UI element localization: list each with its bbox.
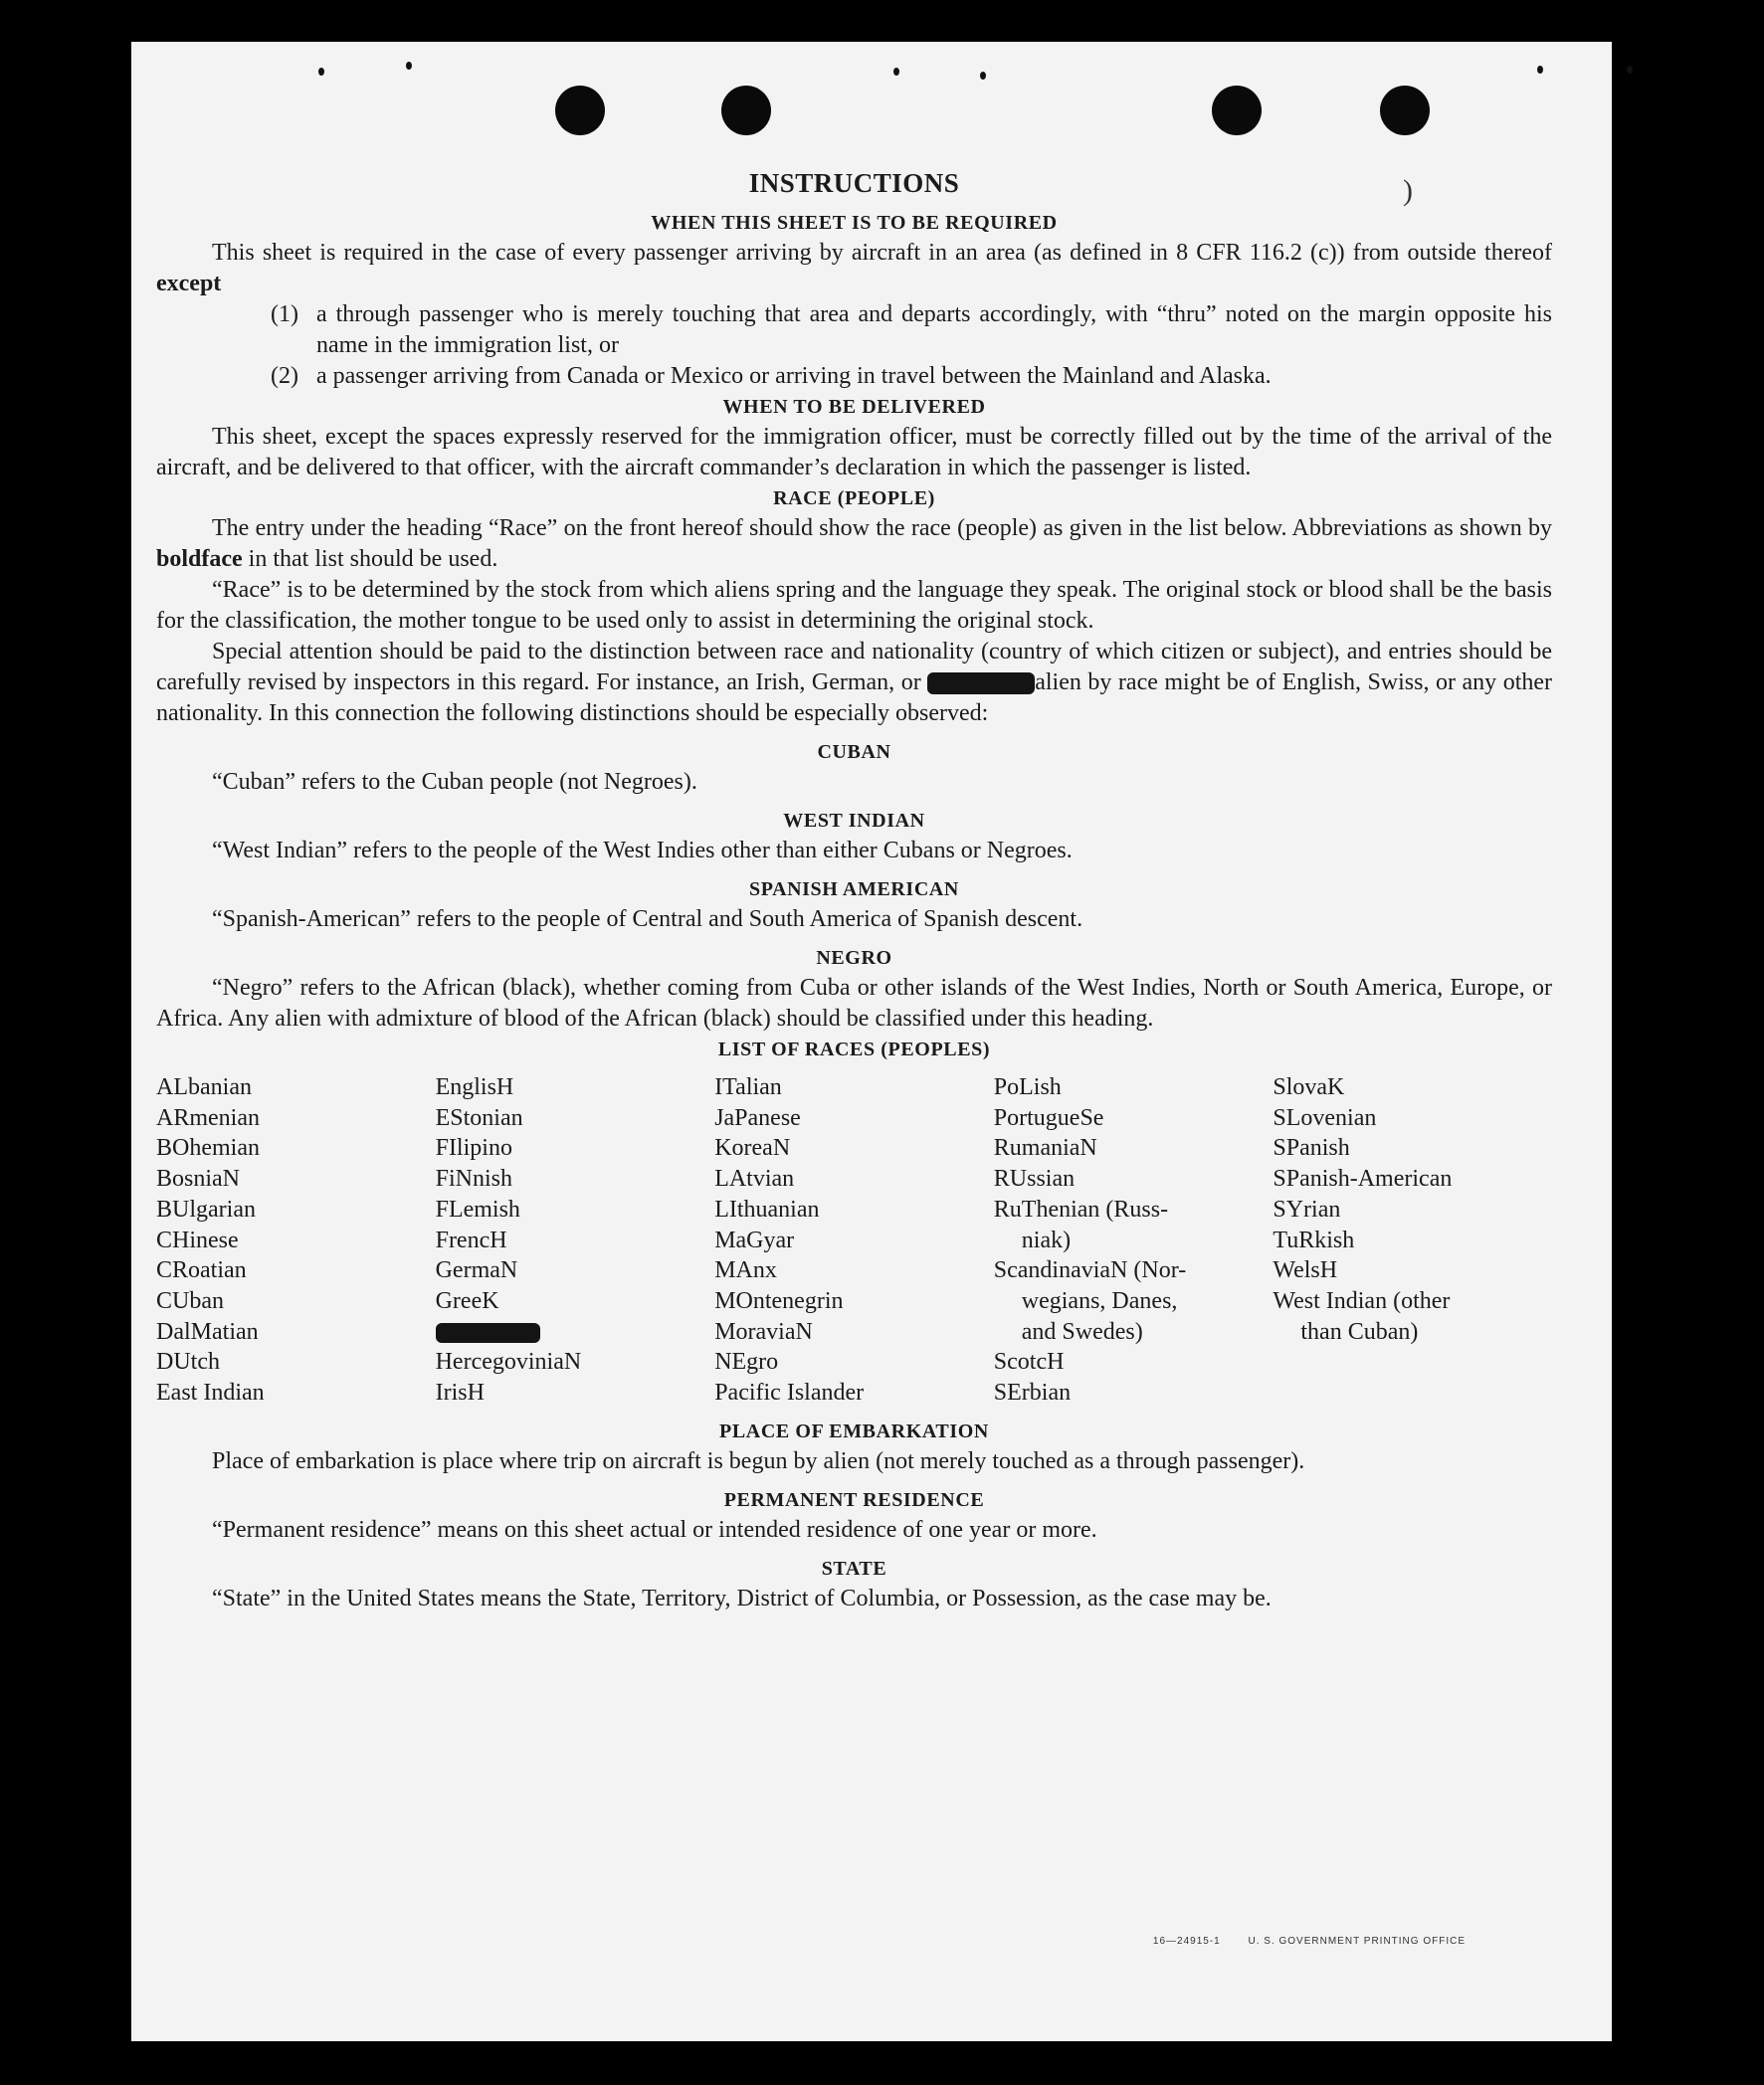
- race-entry: HercegoviniaN: [435, 1349, 582, 1376]
- race-entry: MAnx: [714, 1257, 777, 1284]
- race-entry: JaPanese: [714, 1104, 801, 1131]
- speck-mark: [980, 72, 986, 80]
- race-entry: ScandinaviaN (Nor-: [993, 1257, 1187, 1284]
- race-entry: ScotcH: [993, 1349, 1065, 1376]
- race-entry: CUban: [156, 1287, 224, 1314]
- speck-mark: [406, 62, 412, 70]
- race-column-5: [1273, 1072, 1552, 1409]
- race-entry-redacted: [436, 1317, 715, 1348]
- section-heading-cuban: CUBAN: [817, 741, 891, 763]
- race-entry: Pacific Islander: [714, 1380, 865, 1407]
- race-paragraph-1: The entry under the heading “Race” on the front hereof should show the race (people) as given in the list below. Abbreviations as shown by boldface in that list should be used.: [156, 515, 1552, 572]
- race-entry: BOhemian: [156, 1135, 260, 1162]
- race-entry: DalMatian: [156, 1318, 259, 1345]
- race-column-2: [436, 1072, 715, 1409]
- west-indian-text: “West Indian” refers to the people of the West Indies other than either Cubans or Negroes.: [212, 838, 1073, 863]
- race-entry: KoreaN: [714, 1135, 791, 1162]
- page-title: INSTRUCTIONS: [748, 168, 960, 198]
- race-entry: GermaN: [435, 1257, 518, 1284]
- race-entry: West Indian (other: [1273, 1287, 1451, 1314]
- race-entry: RumaniaN: [993, 1135, 1097, 1162]
- race-entry: EStonian: [435, 1104, 523, 1131]
- race-entry: GreeK: [435, 1287, 499, 1314]
- punch-hole: [1212, 86, 1262, 135]
- cuban-text: “Cuban” refers to the Cuban people (not Negroes).: [212, 769, 697, 795]
- race-entry: SPanish: [1273, 1135, 1350, 1162]
- race-entry: than Cuban): [1300, 1318, 1419, 1345]
- race-entry: LAtvian: [714, 1166, 795, 1193]
- instructions-body: [156, 167, 1552, 1614]
- race-entry: WelsH: [1273, 1257, 1338, 1284]
- embarkation-text: Place of embarkation is place where trip on aircraft is begun by alien (not merely touched as a through passenger).: [212, 1447, 1305, 1474]
- speck-mark: [318, 68, 324, 76]
- race-entry: TuRkish: [1273, 1227, 1355, 1253]
- section-heading-west-indian: WEST INDIAN: [783, 810, 925, 832]
- race-entry: ALbanian: [156, 1074, 252, 1100]
- race-entry: FLemish: [435, 1196, 520, 1223]
- race-entry: SErbian: [993, 1380, 1072, 1407]
- race-entry: SlovaK: [1273, 1074, 1345, 1100]
- punch-hole: [555, 86, 605, 135]
- race-entry: RuThenian (Russ-: [993, 1196, 1169, 1223]
- printer-imprint: U. S. GOVERNMENT PRINTING OFFICE: [1248, 1936, 1466, 1947]
- race-entry: DUtch: [156, 1349, 220, 1376]
- section-heading-negro: NEGRO: [816, 947, 892, 969]
- race-entry: MoraviaN: [714, 1318, 813, 1345]
- section-heading-race: RACE (PEOPLE): [773, 487, 935, 509]
- race-entry: RUssian: [993, 1166, 1076, 1193]
- form-number: 16—24915-1: [1152, 1936, 1221, 1947]
- race-list: [156, 1072, 1552, 1409]
- race-entry: CRoatian: [156, 1257, 247, 1284]
- race-entry: EnglisH: [435, 1074, 514, 1100]
- race-paragraph-2: “Race” is to be determined by the stock from which aliens spring and the language they speak. The original stock or blood shall be the basis for the classification, the mother tongue to be used only to assist in determining the original stock.: [156, 577, 1552, 634]
- race-entry: SPanish-American: [1273, 1166, 1453, 1193]
- race-column-3: [714, 1072, 994, 1409]
- race-entry: PortugueSe: [993, 1104, 1104, 1131]
- section-heading-required: WHEN THIS SHEET IS TO BE REQUIRED: [651, 212, 1058, 234]
- race-entry: BosniaN: [156, 1166, 240, 1193]
- race-column-1: [156, 1072, 436, 1409]
- race-entry: CHinese: [156, 1227, 239, 1253]
- delivered-text: This sheet, except the spaces expressly reserved for the immigration officer, must be correctly filled out by the time of the arrival of the aircraft, and be delivered to that officer, with the aircraft commander’s declaration in which the passenger is listed.: [156, 424, 1552, 480]
- section-heading-list: LIST OF RACES (PEOPLES): [717, 1039, 991, 1060]
- race-entry: FIlipino: [435, 1135, 512, 1162]
- section-heading-residence: PERMANENT RESIDENCE: [723, 1488, 985, 1511]
- race-entry: FiNnish: [435, 1166, 512, 1193]
- state-text: “State” in the United States means the State, Territory, District of Columbia, or Possession, as the case may be.: [212, 1585, 1272, 1611]
- race-entry: MaGyar: [714, 1227, 795, 1253]
- race-entry: SYrian: [1273, 1196, 1341, 1223]
- speck-mark: [1627, 66, 1633, 74]
- section-heading-embarkation: PLACE OF EMBARKATION: [719, 1420, 989, 1442]
- race-entry: MOntenegrin: [714, 1287, 844, 1314]
- punch-hole: [721, 86, 771, 135]
- redaction-mark: [436, 1323, 540, 1343]
- speck-mark: [893, 68, 899, 76]
- negro-text: “Negro” refers to the African (black), whether coming from Cuba or other islands of the West Indies, North or South America, Europe, or Africa. Any alien with admixture of blood of the African (black) should be classified under this heading.: [156, 975, 1552, 1032]
- redaction-mark: [927, 672, 1035, 694]
- spanish-american-text: “Spanish-American” refers to the people of Central and South America of Spanish descent.: [212, 906, 1083, 932]
- residence-text: “Permanent residence” means on this sheet actual or intended residence of one year or more.: [212, 1516, 1097, 1543]
- race-entry: PoLish: [993, 1074, 1062, 1100]
- race-entry: NEgro: [714, 1349, 779, 1376]
- required-intro: This sheet is required in the case of every passenger arriving by aircraft in an area (as defined in 8 CFR 116.2 (c)) from outside thereof except: [156, 240, 1552, 296]
- race-entry: wegians, Danes,: [1021, 1287, 1178, 1314]
- race-column-4: [994, 1072, 1274, 1409]
- race-entry: ITalian: [714, 1074, 782, 1100]
- race-entry: ARmenian: [156, 1104, 260, 1131]
- section-heading-state: STATE: [821, 1557, 887, 1580]
- race-entry: niak): [1021, 1227, 1072, 1253]
- section-heading-spanish-american: SPANISH AMERICAN: [749, 878, 959, 900]
- stray-mark: ): [1403, 174, 1413, 207]
- required-item: (2) a passenger arriving from Canada or Mexico or arriving in travel between the Mainland and Alaska.: [271, 363, 1272, 389]
- footer-imprint: [1129, 1936, 1466, 1947]
- punch-hole: [1380, 86, 1430, 135]
- race-entry: SLovenian: [1273, 1104, 1377, 1131]
- speck-mark: [1537, 66, 1543, 74]
- race-paragraph-3: Special attention should be paid to the distinction between race and nationality (country of which citizen or subject), and entries should be carefully revised by inspectors in this regard. For instance, an Irish, German, or alien by race might be of English, Swiss, or any other nationality. In this connection the following distinctions should be especially observed:: [156, 639, 1553, 726]
- race-entry: BUlgarian: [156, 1196, 256, 1223]
- race-entry: East Indian: [156, 1380, 265, 1407]
- race-entry: LIthuanian: [714, 1196, 820, 1223]
- required-item: (1) a through passenger who is merely touching that area and departs accordingly, with “thru” noted on the margin opposite his name in the immigration list, or: [271, 301, 1552, 358]
- section-heading-delivered: WHEN TO BE DELIVERED: [722, 396, 986, 418]
- race-entry: IrisH: [435, 1380, 485, 1407]
- race-entry: FrencH: [435, 1227, 507, 1253]
- race-entry: and Swedes): [1021, 1318, 1143, 1345]
